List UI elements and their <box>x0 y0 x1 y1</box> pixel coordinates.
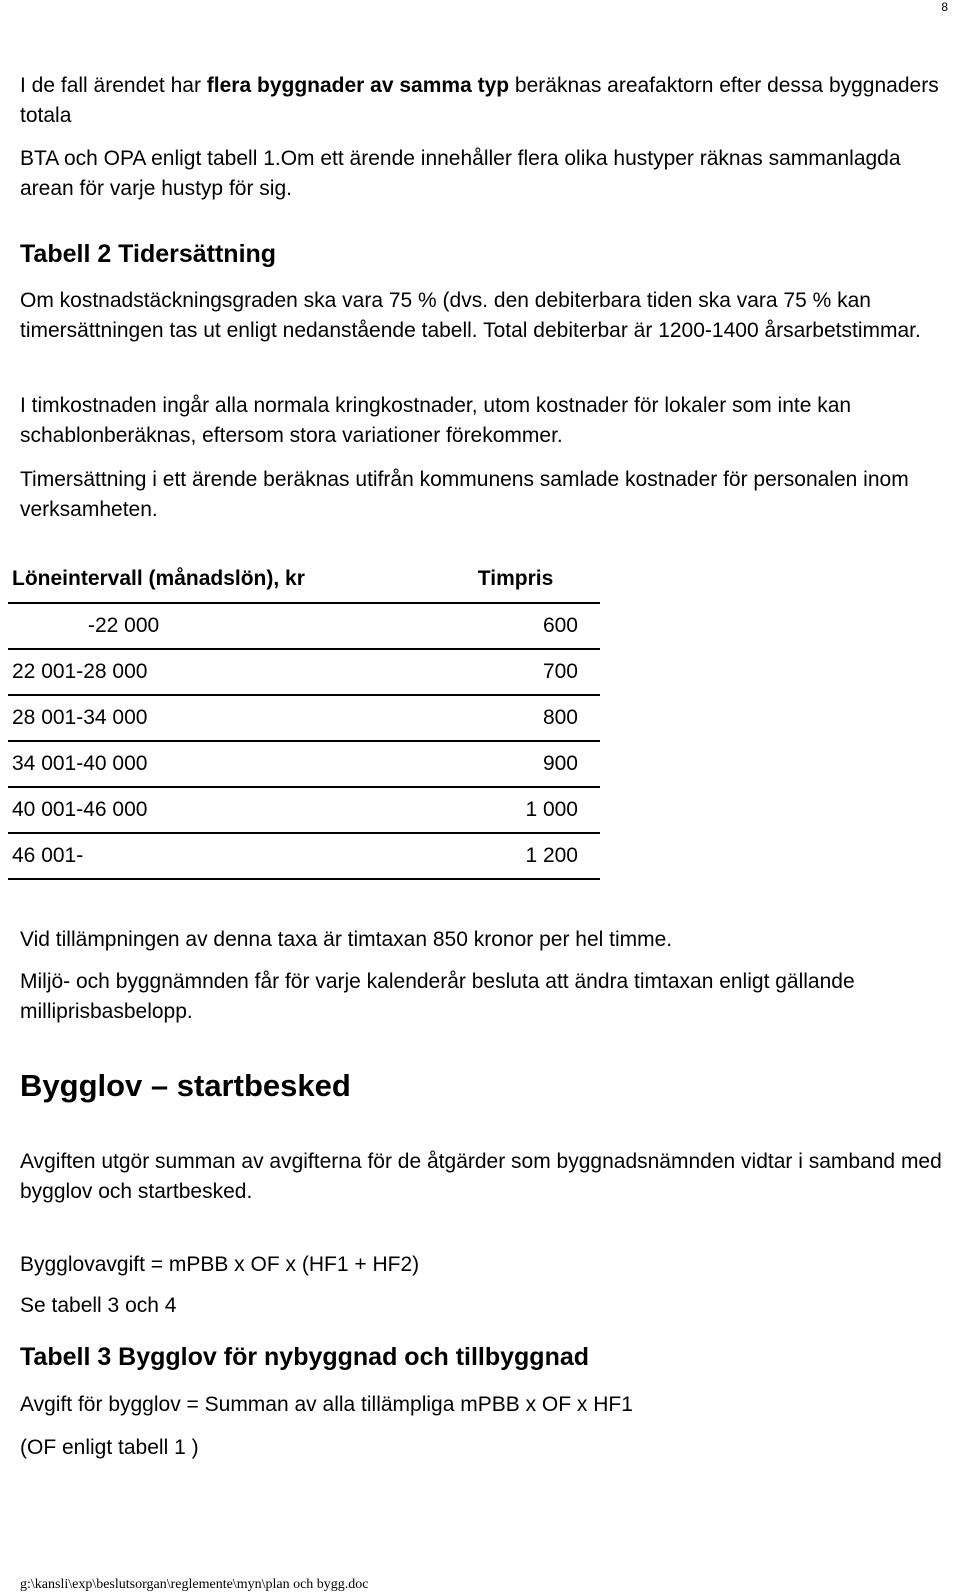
salary-range-cell: 28 001-34 000 <box>12 706 148 729</box>
bygglov-see-tables: Se tabell 3 och 4 <box>20 1294 177 1317</box>
table3-note: (OF enligt tabell 1 ) <box>20 1436 199 1459</box>
rate-adjustment-note: Miljö- och byggnämnden får för varje kalenderår besluta att ändra timtaxan enligt gällande milliprisbasbelopp. <box>20 970 855 1023</box>
table-row <box>8 695 600 741</box>
table3-heading: Tabell 3 Bygglov för nybyggnad och tillbyggnad <box>20 1343 590 1371</box>
table2-paragraph-3: Timersättning i ett ärende beräknas utifrån kommunens samlade kostnader för personalen inom verksamheten. <box>20 468 909 521</box>
hourly-price-cell: 1 200 <box>525 844 578 867</box>
table-header-row <box>8 556 600 603</box>
intro-text-pre: I de fall ärendet har <box>20 74 207 97</box>
salary-range-cell: 34 001-40 000 <box>12 752 148 775</box>
table2-paragraph-2: I timkostnaden ingår alla normala kringkostnader, utom kostnader för lokaler som inte kan schablonberäknas, eftersom stora variationer förekommer. <box>20 394 852 447</box>
table-row <box>8 649 600 695</box>
table2-paragraph-1: Om kostnadstäckningsgraden ska vara 75 % (dvs. den debiterbara tiden ska vara 75 % kan timersättningen tas ut enligt nedanstående tabell. Total debiterbar är 1200-1400 årsarbetstimmar. <box>20 289 921 342</box>
hourly-price-cell: 600 <box>542 614 578 637</box>
bygglov-heading: Bygglov – startbesked <box>20 1068 351 1103</box>
table-row <box>8 787 600 833</box>
column-header-hourly-price: Timpris <box>477 567 554 590</box>
table-row <box>8 833 600 879</box>
salary-range-cell: 22 001-28 000 <box>12 660 148 683</box>
table-row <box>8 741 600 787</box>
hourly-price-cell: 700 <box>542 660 578 683</box>
table2-heading: Tabell 2 Tidersättning <box>20 240 277 268</box>
table-row <box>8 603 600 649</box>
salary-range-cell: -22 000 <box>88 614 160 637</box>
intro-bold-phrase: flera byggnader av samma typ <box>206 74 510 97</box>
intro-paragraph-1 <box>20 71 950 131</box>
column-header-salary-range: Löneintervall (månadslön), kr <box>12 567 305 590</box>
salary-range-cell: 40 001-46 000 <box>12 798 148 821</box>
hourly-price-cell: 900 <box>542 752 578 775</box>
intro-paragraph-2: BTA och OPA enligt tabell 1.Om ett ärende innehåller flera olika hustyper räknas sammanlagda arean för varje hustyp för sig. <box>20 147 901 200</box>
hourly-price-cell: 800 <box>542 706 578 729</box>
bygglov-formula: Bygglovavgift = mPBB x OF x (HF1 + HF2) <box>20 1253 420 1276</box>
hourly-rate-table <box>8 556 600 880</box>
hourly-rate-note: Vid tillämpningen av denna taxa är timtaxan 850 kronor per hel timme. <box>20 928 673 951</box>
table3-formula: Avgift för bygglov = Summan av alla tillämpliga mPBB x OF x HF1 <box>20 1393 633 1416</box>
salary-range-cell: 46 001- <box>12 844 84 867</box>
bygglov-paragraph: Avgiften utgör summan av avgifterna för de åtgärder som byggnadsnämnden vidtar i samband med bygglov och startbesked. <box>20 1150 942 1203</box>
footer-file-path: g:\kansli\exp\beslutsorgan\reglemente\myn\plan och bygg.doc <box>20 1577 369 1592</box>
intro-text-post: beräknas areafaktorn efter dessa byggnaders totala <box>20 74 939 127</box>
hourly-price-cell: 1 000 <box>525 798 578 821</box>
page-number: 8 <box>941 0 948 14</box>
